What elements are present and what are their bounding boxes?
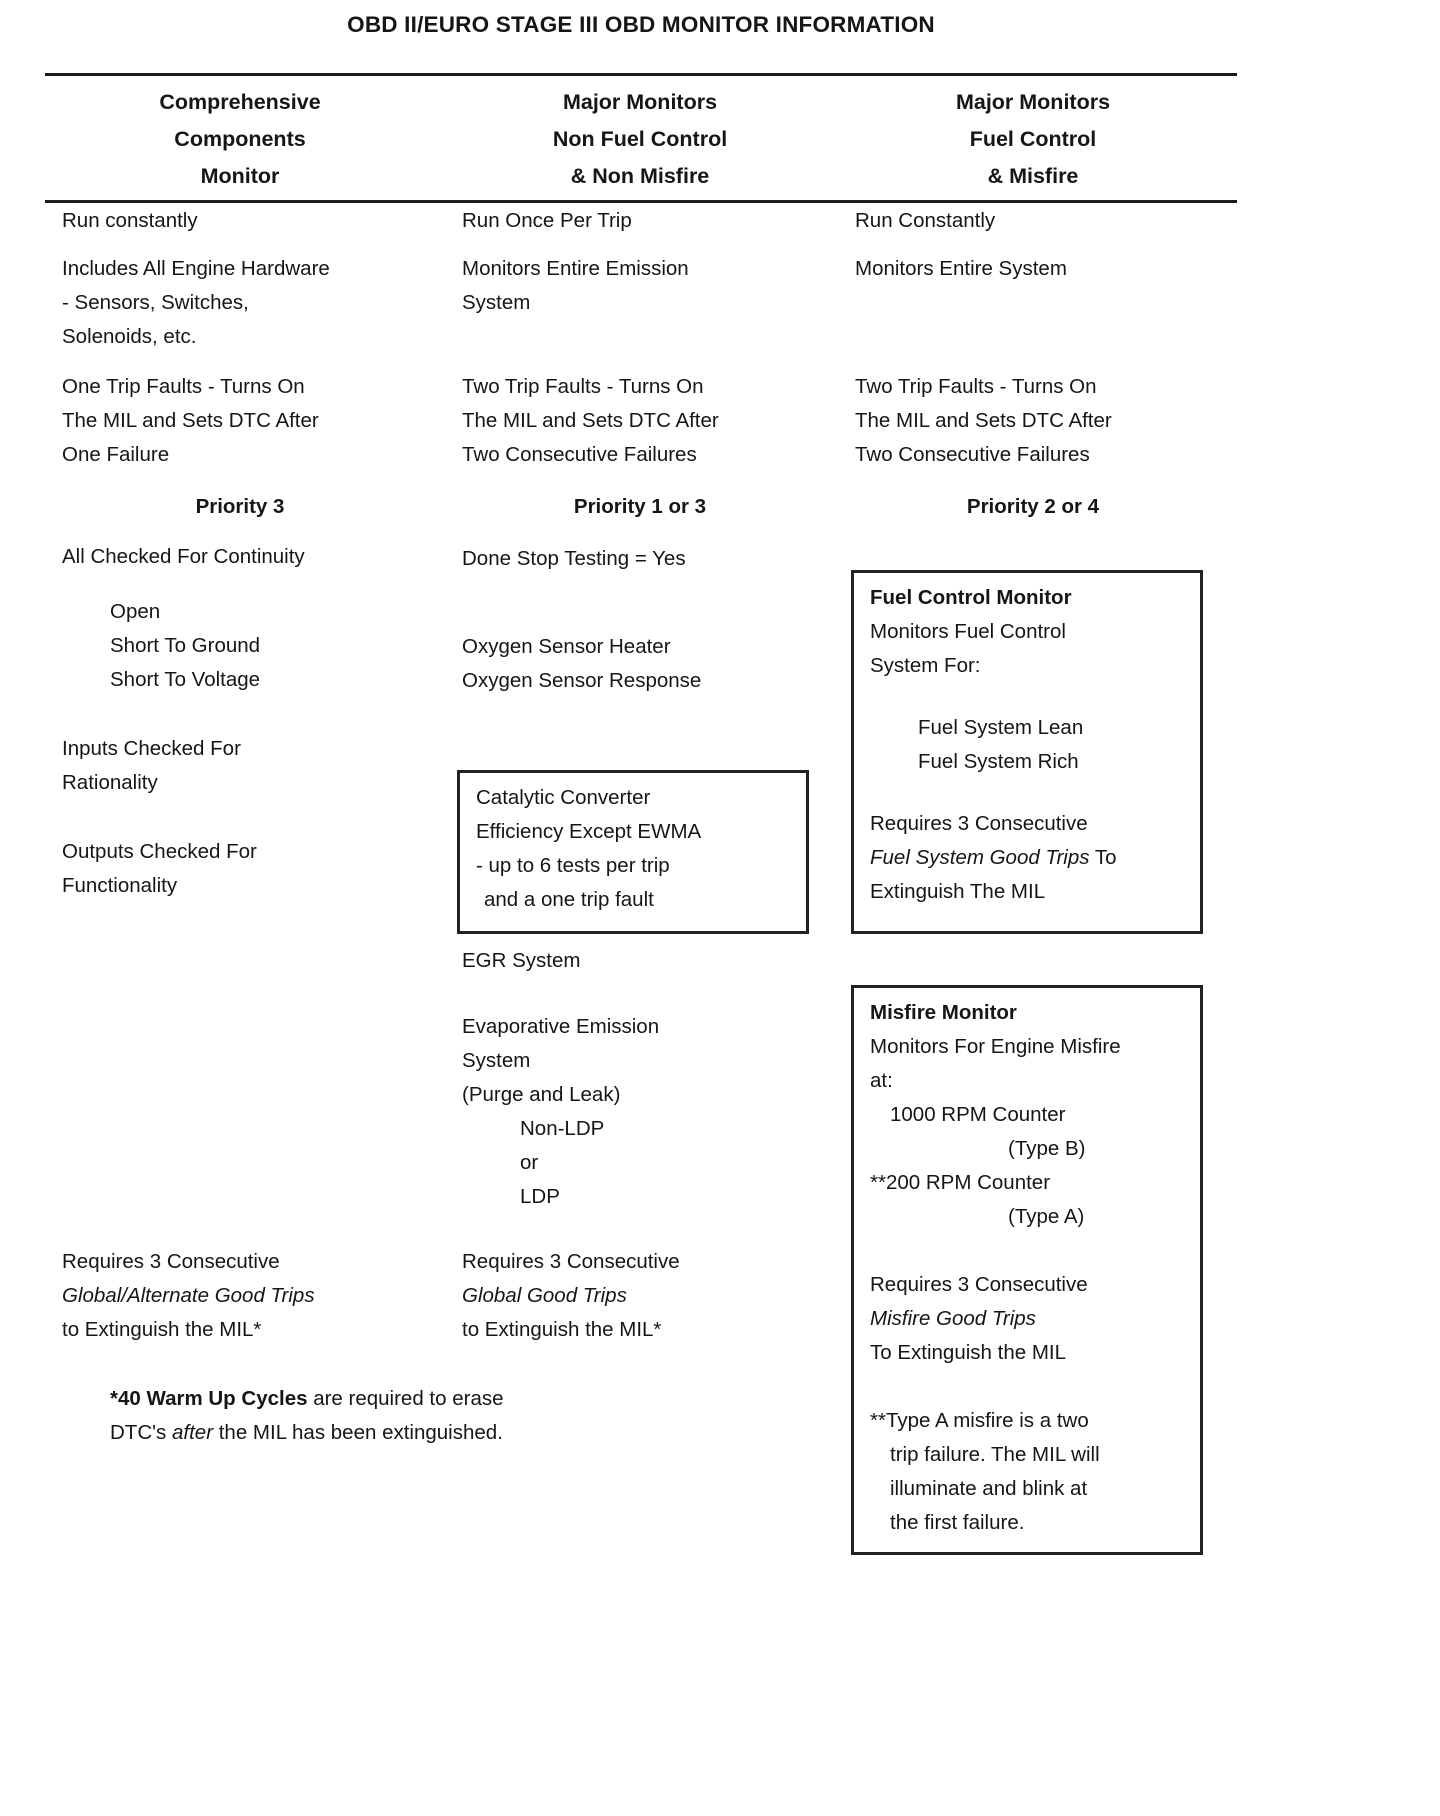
header-line: Components (174, 127, 306, 151)
col1-fault-behavior (62, 370, 319, 472)
text-line: Requires 3 Consecutive (62, 1250, 280, 1273)
spacer (870, 1234, 1190, 1268)
col2-evap (462, 1010, 659, 1214)
col1-continuity-checks (110, 595, 260, 697)
text-line: (Purge and Leak) (462, 1083, 621, 1106)
text-line: Two Trip Faults - Turns On (462, 375, 704, 398)
text-line: The MIL and Sets DTC After (62, 409, 319, 432)
catalytic-converter-box-content (460, 773, 806, 931)
text-line: Outputs Checked For (62, 840, 257, 863)
text-line: System (462, 291, 531, 314)
text-line: One Trip Faults - Turns On (62, 375, 305, 398)
spacer (870, 779, 1190, 807)
header-line: & Non Misfire (570, 164, 710, 188)
col1-mil-extinguish (62, 1245, 315, 1347)
header-line: Non Fuel Control (552, 127, 728, 151)
box-title: Fuel Control Monitor (870, 586, 1072, 609)
footnote-line: illuminate and blink at (890, 1477, 1088, 1500)
col2-done-stop-testing: Done Stop Testing = Yes (462, 547, 686, 570)
text-line: Evaporative Emission (462, 1015, 660, 1038)
rule-header-bottom (45, 200, 1237, 203)
spacer (870, 683, 1190, 711)
text-line: Two Trip Faults - Turns On (855, 375, 1097, 398)
text-line-italic: Global/Alternate Good Trips (62, 1284, 315, 1307)
text-line-italic: Global Good Trips (462, 1284, 627, 1307)
col1-continuity: All Checked For Continuity (62, 545, 305, 568)
text-line: Oxygen Sensor Heater (462, 635, 671, 658)
col2-scope (462, 252, 689, 320)
header-line: Comprehensive (159, 90, 321, 114)
text-line: Extinguish The MIL (870, 880, 1046, 903)
text-line: Efficiency Except EWMA (476, 820, 702, 843)
misfire-monitor-box-content (854, 988, 1200, 1554)
text-line: Requires 3 Consecutive (462, 1250, 680, 1273)
col2-fault-behavior (462, 370, 719, 472)
text-line: Inputs Checked For (62, 737, 241, 760)
col2-mil-extinguish (462, 1245, 680, 1347)
text-line: **200 RPM Counter (870, 1171, 1051, 1194)
col1-inputs (62, 732, 241, 800)
text-line: 1000 RPM Counter (890, 1103, 1066, 1126)
list-item: Short To Voltage (110, 668, 261, 691)
footnote-bold-segment: *40 Warm Up Cycles (110, 1387, 308, 1410)
col2-egr: EGR System (462, 949, 581, 972)
footnote-italic-segment: after (172, 1421, 214, 1444)
misfire-monitor-box (851, 985, 1203, 1555)
text-line (870, 841, 1190, 875)
text-line: Requires 3 Consecutive (870, 812, 1088, 835)
text-line: Monitors Fuel Control (870, 620, 1066, 643)
spacer (870, 1370, 1190, 1404)
text-line: - up to 6 tests per trip (476, 854, 670, 877)
col2-run-frequency: Run Once Per Trip (462, 209, 632, 232)
text-line: at: (870, 1069, 893, 1092)
text-line: One Failure (62, 443, 170, 466)
text-line: System For: (870, 654, 981, 677)
text-line: Rationality (62, 771, 158, 794)
footnote-line: the first failure. (890, 1511, 1025, 1534)
text-segment: To (1089, 846, 1117, 869)
catalytic-converter-box (457, 770, 809, 934)
text-line: System (462, 1049, 531, 1072)
text-line: Requires 3 Consecutive (870, 1273, 1088, 1296)
col2-priority: Priority 1 or 3 (573, 495, 707, 518)
fuel-control-monitor-box (851, 570, 1203, 934)
list-item: LDP (520, 1185, 560, 1208)
header-line: Monitor (200, 164, 280, 188)
col3-run-frequency: Run Constantly (855, 209, 996, 232)
text-line: and a one trip fault (484, 888, 654, 911)
text-line: Two Consecutive Failures (462, 443, 697, 466)
text-line: Monitors For Engine Misfire (870, 1035, 1121, 1058)
text-line: (Type B) (1008, 1137, 1086, 1160)
text-line: to Extinguish the MIL* (62, 1318, 262, 1341)
col1-outputs (62, 835, 257, 903)
footnote-line: **Type A misfire is a two (870, 1409, 1089, 1432)
fuel-control-monitor-box-content (854, 573, 1200, 923)
col1-run-frequency: Run constantly (62, 209, 198, 232)
text-line: Functionality (62, 874, 178, 897)
col2-oxygen-monitors (462, 630, 701, 698)
text-line: Solenoids, etc. (62, 325, 197, 348)
list-item: Open (110, 600, 161, 623)
header-line: Major Monitors (955, 90, 1111, 114)
column-header-non-fuel (462, 84, 818, 195)
list-item: Short To Ground (110, 634, 261, 657)
list-item: or (520, 1151, 539, 1174)
rule-top (45, 73, 1237, 76)
list-item: Fuel System Rich (918, 750, 1079, 773)
list-item: Non-LDP (520, 1117, 605, 1140)
col3-fault-behavior (855, 370, 1112, 472)
page-title: OBD II/EURO STAGE III OBD MONITOR INFORMATION (347, 12, 935, 37)
header-line: Fuel Control (969, 127, 1097, 151)
text-line: Includes All Engine Hardware (62, 257, 330, 280)
header-line: Major Monitors (562, 90, 718, 114)
column-header-fuel-misfire (855, 84, 1211, 195)
col3-scope: Monitors Entire System (855, 257, 1067, 280)
text-line: The MIL and Sets DTC After (462, 409, 719, 432)
text-line: to Extinguish the MIL* (462, 1318, 662, 1341)
footnote-line (110, 1382, 504, 1416)
text-line: To Extinguish the MIL (870, 1341, 1066, 1364)
footnote-text-segment: are required to erase (307, 1387, 504, 1410)
text-line: Two Consecutive Failures (855, 443, 1090, 466)
text-line: The MIL and Sets DTC After (855, 409, 1112, 432)
header-line: & Misfire (987, 164, 1079, 188)
text-line-italic: Misfire Good Trips (870, 1307, 1036, 1330)
col3-priority: Priority 2 or 4 (966, 495, 1100, 518)
footnote-line: trip failure. The MIL will (890, 1443, 1100, 1466)
col1-scope (62, 252, 330, 354)
warmup-footnote (110, 1382, 504, 1450)
text-line: Monitors Entire Emission (462, 257, 689, 280)
text-line: - Sensors, Switches, (62, 291, 249, 314)
footnote-line (110, 1416, 504, 1450)
italic-segment: Fuel System Good Trips (870, 846, 1090, 869)
list-item: Fuel System Lean (918, 716, 1084, 739)
text-line: (Type A) (1008, 1205, 1085, 1228)
col1-priority: Priority 3 (195, 495, 285, 518)
column-header-comprehensive (62, 84, 418, 195)
footnote-text-segment: DTC's (110, 1421, 172, 1444)
text-line: Catalytic Converter (476, 786, 651, 809)
footnote-text-segment: the MIL has been extinguished. (213, 1421, 503, 1444)
text-line: Oxygen Sensor Response (462, 669, 702, 692)
box-title: Misfire Monitor (870, 1001, 1017, 1024)
